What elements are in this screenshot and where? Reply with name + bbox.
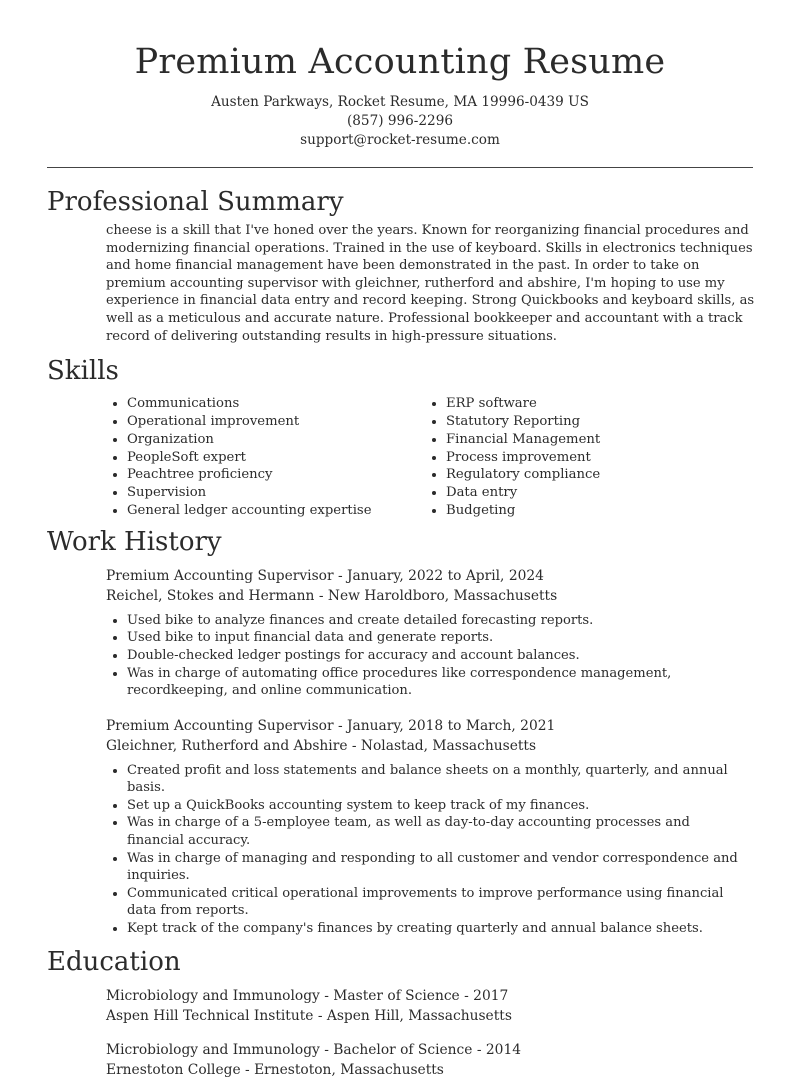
education-degree: Bachelor of Science — [333, 1041, 473, 1058]
skill-item: • Organization — [127, 431, 425, 449]
job-bullet: • Double-checked ledger postings for accuracy and account balances. — [127, 647, 747, 665]
education-school: Aspen Hill Technical Institute — [106, 1007, 314, 1024]
skill-item: • General ledger accounting expertise — [127, 502, 425, 520]
job-dates: January, 2018 to March, 2021 — [347, 717, 556, 734]
job-position: Premium Accounting Supervisor — [106, 717, 334, 734]
job-bullet: • Used bike to analyze finances and create detailed forecasting reports. — [127, 612, 747, 630]
education-degree: Master of Science — [333, 987, 460, 1004]
resume-name: Premium Accounting Resume — [134, 42, 666, 82]
resume-page — [47, 0, 753, 1080]
job-position: Premium Accounting Supervisor — [106, 567, 334, 584]
job-bullets — [106, 762, 747, 938]
education-year: 2017 — [473, 987, 509, 1004]
education-school: Ernestoton College — [106, 1061, 241, 1078]
skill-item: • ERP software — [446, 395, 600, 413]
job-dates: January, 2022 to April, 2024 — [347, 567, 544, 584]
job-title-line: Premium Accounting Supervisor - January, 2022 to April, 2024 — [106, 567, 544, 584]
skill-item: • Supervision — [127, 484, 425, 502]
education-school-line: Ernestoton College - Ernestoton, Massachusetts — [106, 1061, 444, 1078]
skills-list — [106, 395, 753, 520]
job-bullet: • Was in charge of managing and responding to all customer and vendor correspondence and inquiries. — [127, 850, 747, 885]
job-title-line: Premium Accounting Supervisor - January, 2018 to March, 2021 — [106, 717, 556, 734]
education-field: Microbiology and Immunology — [106, 1041, 320, 1058]
contact-email: support@rocket-resume.com — [300, 132, 500, 148]
contact-block — [47, 93, 753, 150]
job-entry — [106, 716, 753, 938]
skill-item: • Statutory Reporting — [446, 413, 600, 431]
skill-item: • Regulatory compliance — [446, 466, 600, 484]
job-company-line: Reichel, Stokes and Hermann - New Haroldboro, Massachusetts — [106, 587, 558, 604]
education-heading: Education — [47, 946, 181, 977]
contact-address: Austen Parkways, Rocket Resume, MA 19996-0439 US — [211, 94, 589, 110]
skill-item: • Financial Management — [446, 431, 600, 449]
skill-item: • Process improvement — [446, 449, 600, 467]
job-entry — [106, 566, 753, 700]
job-bullets — [106, 612, 747, 700]
skill-item: • Communications — [127, 395, 425, 413]
work-heading: Work History — [47, 526, 222, 557]
education-entry — [106, 986, 753, 1026]
education-year: 2014 — [485, 1041, 522, 1058]
job-bullet: • Set up a QuickBooks accounting system to keep track of my finances. — [127, 797, 747, 815]
education-school-line: Aspen Hill Technical Institute - Aspen Hill, Massachusetts — [106, 1007, 512, 1024]
summary-heading: Professional Summary — [47, 187, 344, 217]
job-company: Gleichner, Rutherford and Abshire — [106, 737, 348, 754]
education-location: Aspen Hill, Massachusetts — [326, 1007, 512, 1024]
skill-item: • Data entry — [446, 484, 600, 502]
education-entry — [106, 1040, 753, 1080]
job-bullet: • Created profit and loss statements and balance sheets on a monthly, quarterly, and annual basis. — [127, 762, 747, 797]
job-company: Reichel, Stokes and Hermann — [106, 587, 315, 604]
education-degree-line: Microbiology and Immunology - Bachelor of Science - 2014 — [106, 1041, 522, 1058]
skill-item: • Budgeting — [446, 502, 600, 520]
skills-column-left — [106, 395, 425, 520]
contact-phone: (857) 996-2296 — [346, 113, 453, 129]
education-location: Ernestoton, Massachusetts — [254, 1061, 444, 1078]
header-divider — [47, 167, 753, 168]
skills-heading: Skills — [47, 356, 119, 387]
job-location: Nolastad, Massachusetts — [360, 737, 537, 754]
education-field: Microbiology and Immunology — [106, 987, 320, 1004]
job-location: New Haroldboro, Massachusetts — [327, 587, 558, 604]
job-bullet: • Was in charge of a 5-employee team, as well as day-to-day accounting processes and financial accuracy. — [127, 814, 747, 849]
summary-text: cheese is a skill that I've honed over the years. Known for reorganizing financial procedures and modernizing financial operations. Trained in the use of keyboard. Skills in electronics techniques and home financial management have been demonstrated in the past. In order to take on premium accounting supervisor with gleichner, rutherford and abshire, I'm hoping to use my experience in financial data entry and record keeping. Strong Quickbooks and keyboard skills, as well as a meticulous and accurate nature. Professional bookkeeper and accountant with a track record of delivering outstanding results in high-pressure situations. — [106, 223, 755, 344]
job-bullet: • Used bike to input financial data and generate reports. — [127, 629, 747, 647]
skill-item: • PeopleSoft expert — [127, 449, 425, 467]
skill-item: • Peachtree proficiency — [127, 466, 425, 484]
job-bullet: • Communicated critical operational improvements to improve performance using financial data from reports. — [127, 885, 747, 920]
job-company-line: Gleichner, Rutherford and Abshire - Nolastad, Massachusetts — [106, 737, 537, 754]
education-degree-line: Microbiology and Immunology - Master of Science - 2017 — [106, 987, 509, 1004]
job-bullet: • Kept track of the company's finances by creating quarterly and annual balance sheets. — [127, 920, 747, 938]
skill-item: • Operational improvement — [127, 413, 425, 431]
job-bullet: • Was in charge of automating office procedures like correspondence management, recordkeeping, and online communication. — [127, 665, 747, 700]
skills-column-right — [425, 395, 600, 520]
